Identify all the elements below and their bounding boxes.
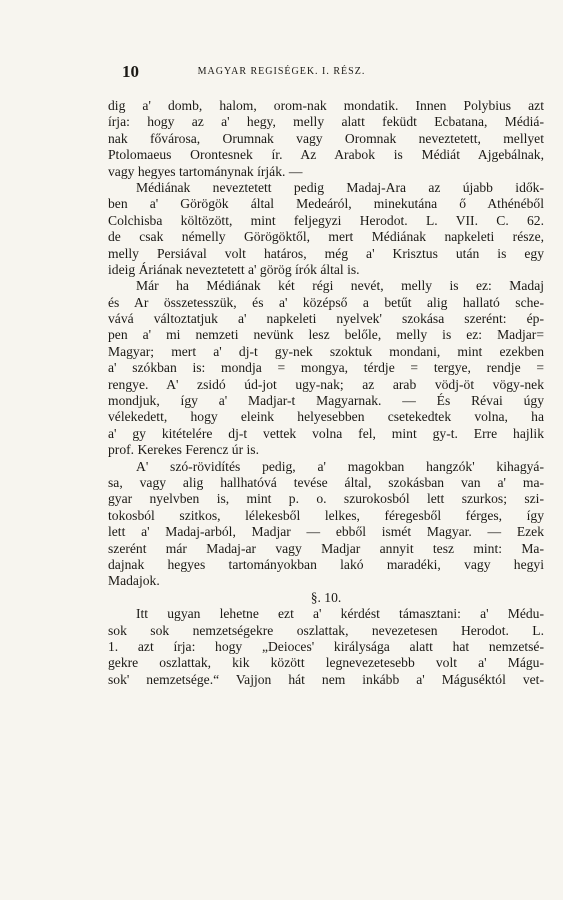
text-line: Médiának neveztetett pedig Madaj-Ara az újabb idők- <box>136 179 544 195</box>
text-line: Itt ugyan lehetne ezt a' kérdést támasztani: a' Médu- <box>136 606 544 622</box>
text-line: tokosból szitkos, lélekesből lelkes, féregesből férges, így <box>108 507 544 523</box>
text-line: sa, vagy alig hallhatóvá tevése által, szokásban van a' ma- <box>108 474 544 490</box>
text-line: ideig Áriának neveztetett a' görög írók által is. <box>108 261 360 277</box>
text-line: írja: hogy az a' hegy, melly alatt feküdt Ecbatana, Médiá- <box>108 114 544 130</box>
text-line: ben a' Görögök által Medeáról, minekutána ő Athénéből <box>108 196 544 212</box>
section-heading: §. 10. <box>310 589 342 605</box>
text-line: sok' nemzetsége.“ Vajjon hát nem inkább a' Máguséktól vet- <box>108 671 544 687</box>
text-line: nak fővárosa, Orumnak vagy Oromnak neveztetett, mellyet <box>108 130 544 146</box>
text-line: Magyar; mert a' dj-t gy-nek szoktuk mondani, mint ezekben <box>108 343 544 359</box>
text-line: sok sok nemzetségekre oszlattak, nevezetesen Herodot. L. <box>108 622 544 638</box>
text-line: vává változtatjuk a' napkeleti nyelvek' szokása szerént: ép- <box>108 311 544 327</box>
text-line: Madajok. <box>108 573 160 589</box>
page-header <box>0 62 563 82</box>
text-line: vélekedett, hogy eleink helyesebben csetekedtek volna, ha <box>108 409 544 425</box>
text-line: dajnak hegyes tartományokban lakó maradéki, vagy hegyi <box>108 556 544 572</box>
text-line: A' szó-rövidítés pedig, a' magokban hangzók' kihagyá- <box>136 458 544 474</box>
text-line: pen a' mi nemzeti nevünk lesz belőle, melly is ez: Madjar= <box>108 327 544 343</box>
text-line: de csak némelly Görögöktől, mert Médiának napkeleti része, <box>108 229 544 245</box>
running-title: MAGYAR REGISÉGEK. I. RÉSZ. <box>197 66 366 77</box>
text-line: a' gy kitételére dj-t vettek volna fel, mint gy-t. Erre hajlik <box>108 425 544 441</box>
text-line: melly Persiával volt határos, még a' Krisztus után is egy <box>108 245 544 261</box>
text-line: Már ha Médiának két régi nevét, melly is ez: Madaj <box>136 278 544 294</box>
text-line: gekre oszlattak, kik között legnevezetesebb volt a' Mágu- <box>108 655 544 671</box>
text-line: dig a' domb, halom, orom-nak mondatik. Innen Polybius azt <box>108 98 544 113</box>
text-line: a' szókban is: mondja = mongya, térdje = tergye, rendje = <box>108 360 544 376</box>
page-number: 10 <box>122 62 139 81</box>
text-line: szerént már Madaj-ar vagy Madjar annyit tesz mint: Ma- <box>108 540 544 556</box>
text-line: lett a' Madaj-arból, Madjar — ebből ismét Magyar. — Ezek <box>108 524 544 540</box>
text-line: rengye. A' zsidó úd-jot ugy-nak; az arab vödj-öt vögy-nek <box>108 376 544 392</box>
text-line: és Ar összetesszük, és a' középső a betűt alig hallató sche- <box>108 294 544 310</box>
text-line: mondjuk, így a' Madjar-t Magyarnak. — És Révai úgy <box>108 393 544 409</box>
text-line: prof. Kerekes Ferencz úr is. <box>108 442 259 458</box>
text-line: gyar nyelvben is, mint p. o. szurokosból lett szurkos; szi- <box>108 491 544 507</box>
text-line: 1. azt írja: hogy „Deioces' királysága alatt hat nemzetsé- <box>108 638 544 654</box>
text-line: Colchisba költözött, mint feljegyzi Herodot. L. VII. C. 62. <box>108 212 544 228</box>
text-line: Ptolomaeus Orontesnek ír. Az Arabok is Médiát Ajgebálnak, <box>108 147 544 163</box>
body-text <box>108 98 544 688</box>
text-line: vagy hegyes tartománynak írják. — <box>108 163 303 179</box>
